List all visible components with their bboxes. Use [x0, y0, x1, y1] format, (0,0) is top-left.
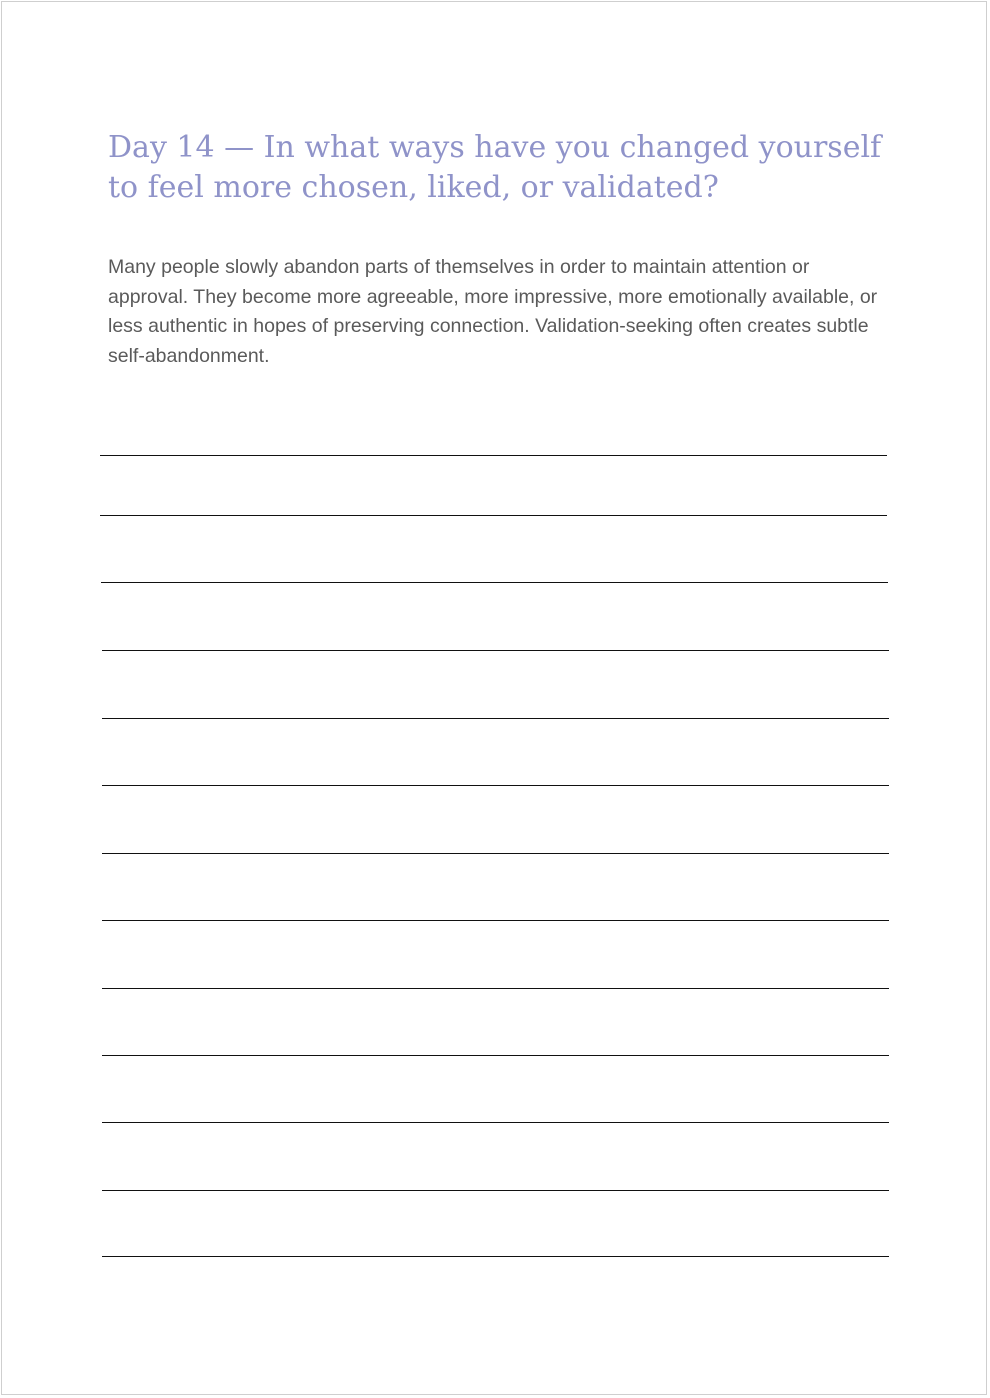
writing-line [100, 515, 887, 516]
writing-line [100, 455, 887, 456]
writing-line [102, 853, 889, 854]
writing-line [102, 988, 889, 989]
writing-line [102, 1190, 889, 1191]
writing-line [102, 920, 889, 921]
prompt-description: Many people slowly abandon parts of themselves in order to maintain attention or approval. They become more agreeable, more impressive, more emotionally available, or less authentic in hopes of preserving connection. Validation-seeking often creates subtle self-abandonment. [108, 256, 878, 367]
writing-line [102, 718, 889, 719]
writing-line [102, 1122, 889, 1123]
writing-line [102, 785, 889, 786]
writing-line [102, 650, 889, 651]
prompt-title: Day 14 — In what ways have you changed yourself to feel more chosen, liked, or validated? [108, 130, 882, 205]
writing-line [101, 582, 888, 583]
journal-page [1, 1, 987, 1395]
writing-line [102, 1256, 889, 1257]
writing-lines-area [2, 2, 986, 1394]
writing-line [102, 1055, 889, 1056]
